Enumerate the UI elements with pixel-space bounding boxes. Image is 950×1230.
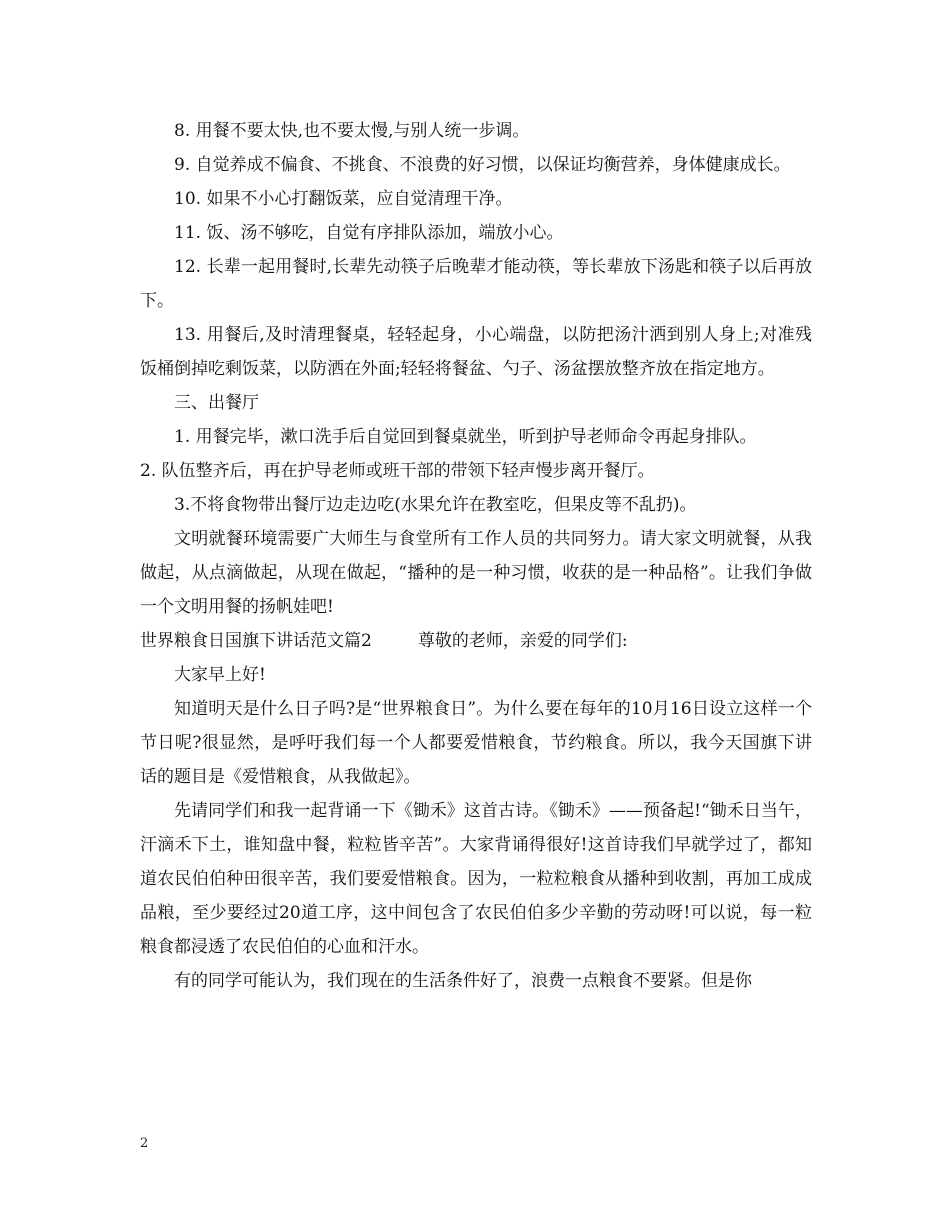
paragraph-poem: 先请同学们和我一起背诵一下《锄禾》这首古诗。《锄禾》——预备起!“锄禾日当午，汗滴禾下土，谁知盘中餐，粒粒皆辛苦”。大家背诵得很好!这首诗我们早就学过了，都知道农民伯伯种田很辛苦，我们要爱惜粮食。因为，一粒粒粮食从播种到收割，再加工成成品粮，至少要经过20道工序，这中间包含了农民伯伯多少辛勤的劳动呀!可以说，每一粒粮食都浸透了农民伯伯的心血和汗水。 — [140, 801, 812, 957]
speech-greeting: 尊敬的老师，亲爱的同学们: — [417, 631, 628, 651]
paragraph-exit-3: 3.不将食物带出餐厅边走边吃(水果允许在教室吃，但果皮等不乱扔)。 — [174, 495, 697, 515]
paragraph-exit-2: 2. 队伍整齐后，再在护导老师或班干部的带领下轻声慢步离开餐厅。 — [140, 461, 655, 481]
paragraph-exit-1: 1. 用餐完毕，漱口洗手后自觉回到餐桌就坐，听到护导老师命令再起身排队。 — [174, 427, 757, 447]
paragraph-item-9: 9. 自觉养成不偏食、不挑食、不浪费的好习惯，以保证均衡营养，身体健康成长。 — [174, 155, 791, 175]
paragraph-item-12: 12. 长辈一起用餐时,长辈先动筷子后晚辈才能动筷，等长辈放下汤匙和筷子以后再放下。 — [140, 257, 812, 311]
page-number: 2 — [140, 1136, 149, 1151]
speech-title: 世界粮食日国旗下讲话范文篇2 — [140, 631, 372, 651]
speech-title-line — [140, 624, 812, 658]
paragraph-good-morning: 大家早上好! — [174, 665, 266, 685]
paragraph-closing-appeal: 文明就餐环境需要广大师生与食堂所有工作人员的共同努力。请大家文明就餐，从我做起，从点滴做起，从现在做起，“播种的是一种习惯，收获的是一种品格”。让我们争做一个文明用餐的扬帆娃吧! — [140, 529, 812, 617]
paragraph-item-11: 11. 饭、汤不够吃，自觉有序排队添加，端放小心。 — [174, 223, 564, 243]
section-heading-exit-dining-hall: 三、出餐厅 — [174, 393, 259, 413]
paragraph-food-day: 知道明天是什么日子吗?是“世界粮食日”。为什么要在每年的10月16日设立这样一个节日呢?很显然，是呼吁我们每一个人都要爱惜粮食，节约粮食。所以，我今天国旗下讲话的题目是《爱惜粮食，从我做起》。 — [140, 699, 812, 787]
paragraph-item-8: 8. 用餐不要太快,也不要太慢,与别人统一步调。 — [174, 121, 530, 141]
paragraph-item-10: 10. 如果不小心打翻饭菜，应自觉清理干净。 — [174, 189, 513, 209]
paragraph-item-13: 13. 用餐后,及时清理餐桌，轻轻起身，小心端盘，以防把汤汁洒到别人身上;对准残饭桶倒掉吃剩饭菜，以防洒在外面;轻轻将餐盆、勺子、汤盆摆放整齐放在指定地方。 — [140, 325, 812, 379]
document-body — [140, 114, 812, 998]
paragraph-waste: 有的同学可能认为，我们现在的生活条件好了，浪费一点粮食不要紧。但是你 — [174, 971, 752, 991]
